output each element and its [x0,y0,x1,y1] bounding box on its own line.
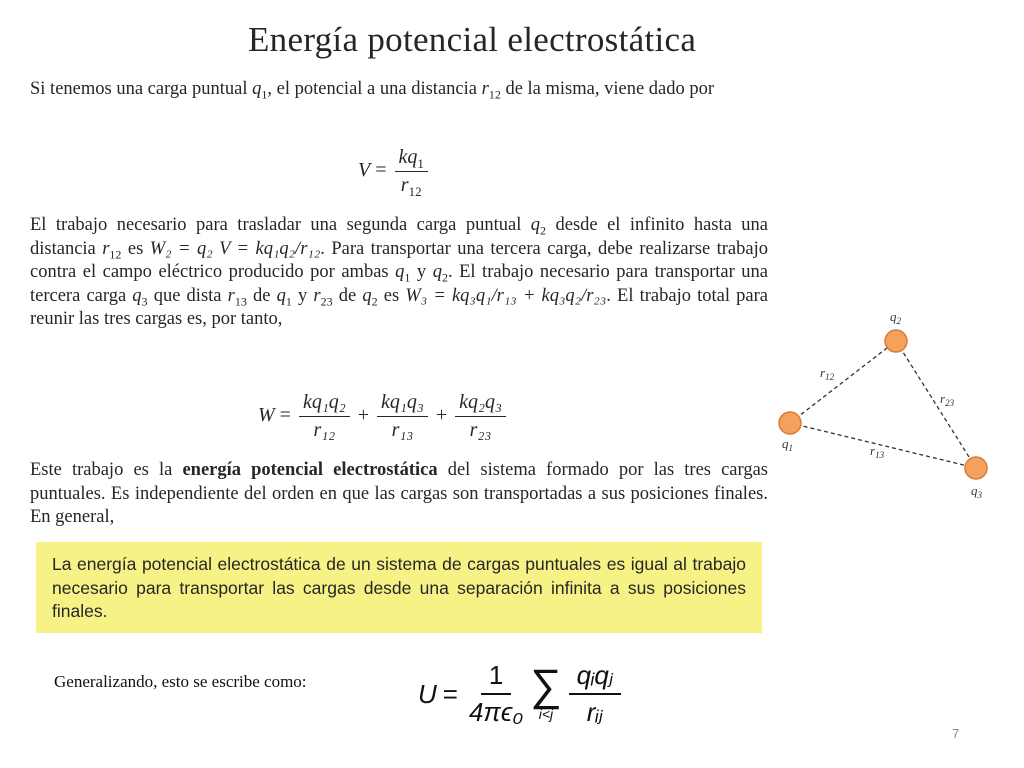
w3-expression: W₃ = kq₃q₁/r₁₃ + kq₃q₂/r₂₃ [405,285,607,306]
label-q3: $q_3$ [971,483,982,500]
label-r12: $r_{12}$ [820,365,835,382]
work-term-23: $\frac{\text{kq₂q₃}}{\text{r₂₃}}$ [455,391,506,442]
page-number: 7 [952,726,960,741]
definition-text: La energía potencial electrostática de un sistema de cargas puntuales es igual al trabajo necesario para transportar las cargas desde una separación infinita a sus posiciones finales. [52,554,746,621]
intro-paragraph: Si tenemos una carga puntual $q_1$, el potencial a una distancia $r_{12}$ de la misma, viene dado por [30,79,715,102]
label-r23: $r_{23}$ [940,391,955,408]
label-q1: $q_1$ [782,436,793,453]
w2-expression: W₂ = q₂ V = kq₁q₂/r₁₂ [149,238,321,259]
energy-paragraph: Este trabajo es la energía potencial electrostática del sistema formado por las tres cargas puntuales. Es independiente del orden en que las cargas son transportadas a sus posiciones finales. En general, [30,460,768,527]
work-term-12: $\frac{\text{kq₁q₂}}{\text{r₁₂}}$ [299,391,350,442]
general-energy-equation: U = $\frac{1}{\text{4πϵ₀}}$ ∑ i<j $\frac{\text{qᵢqⱼ}}{\text{rᵢⱼ}}$ [418,660,624,728]
charge-q3-dot [965,457,987,479]
summation-symbol: ∑ i<j [530,661,562,722]
charge-q2-dot [885,330,907,352]
charge-diagram [770,305,1000,505]
total-work-equation: W = $\frac{\text{kq₁q₂}}{\text{r₁₂}}$ + $\frac{\text{kq₁q₃}}{\text{r₁₃}}$ + $\frac{\text{kq₂q₃}}{\text{r₂₃}}$ [258,391,509,442]
potential-equation: V = $\frac{kq_1}{r_{12}}$ [358,146,431,197]
work-paragraph: El trabajo necesario para trasladar una segunda carga puntual $q_2$ desde el infinito hasta una distancia $r_{12}$ es W₂ = q₂ V = kq₁q₂/r₁₂. Para transportar una tercera carga, debe realizarse trabajo contra el campo eléctrico producido por ambas $q_1$ y $q_2$. El trabajo necesario para transportar una tercera carga $q_3$ que dista $r_{13}$ de $q_1$ y $r_{23}$ de $q_2$ es W₃ = kq₃q₁/r₁₃ + kq₃q₂/r₂₃. El trabajo total para reunir las tres cargas es, por tanto, [30,215,769,329]
energy-term-bold: energía potencial electrostática [182,460,438,480]
definition-highlight-box [36,542,762,633]
generalization-label: Generalizando, esto se escribe como: [54,672,307,691]
work-term-13: $\frac{\text{kq₁q₃}}{\text{r₁₃}}$ [377,391,428,442]
label-r13: $r_{13}$ [870,443,885,460]
charge-q1-dot [779,412,801,434]
line-r23 [896,341,976,468]
label-q2: $q_2$ [890,309,901,326]
slide-title: Energía potencial electrostática [248,20,697,59]
line-r12 [790,341,896,423]
line-r13 [790,423,976,468]
